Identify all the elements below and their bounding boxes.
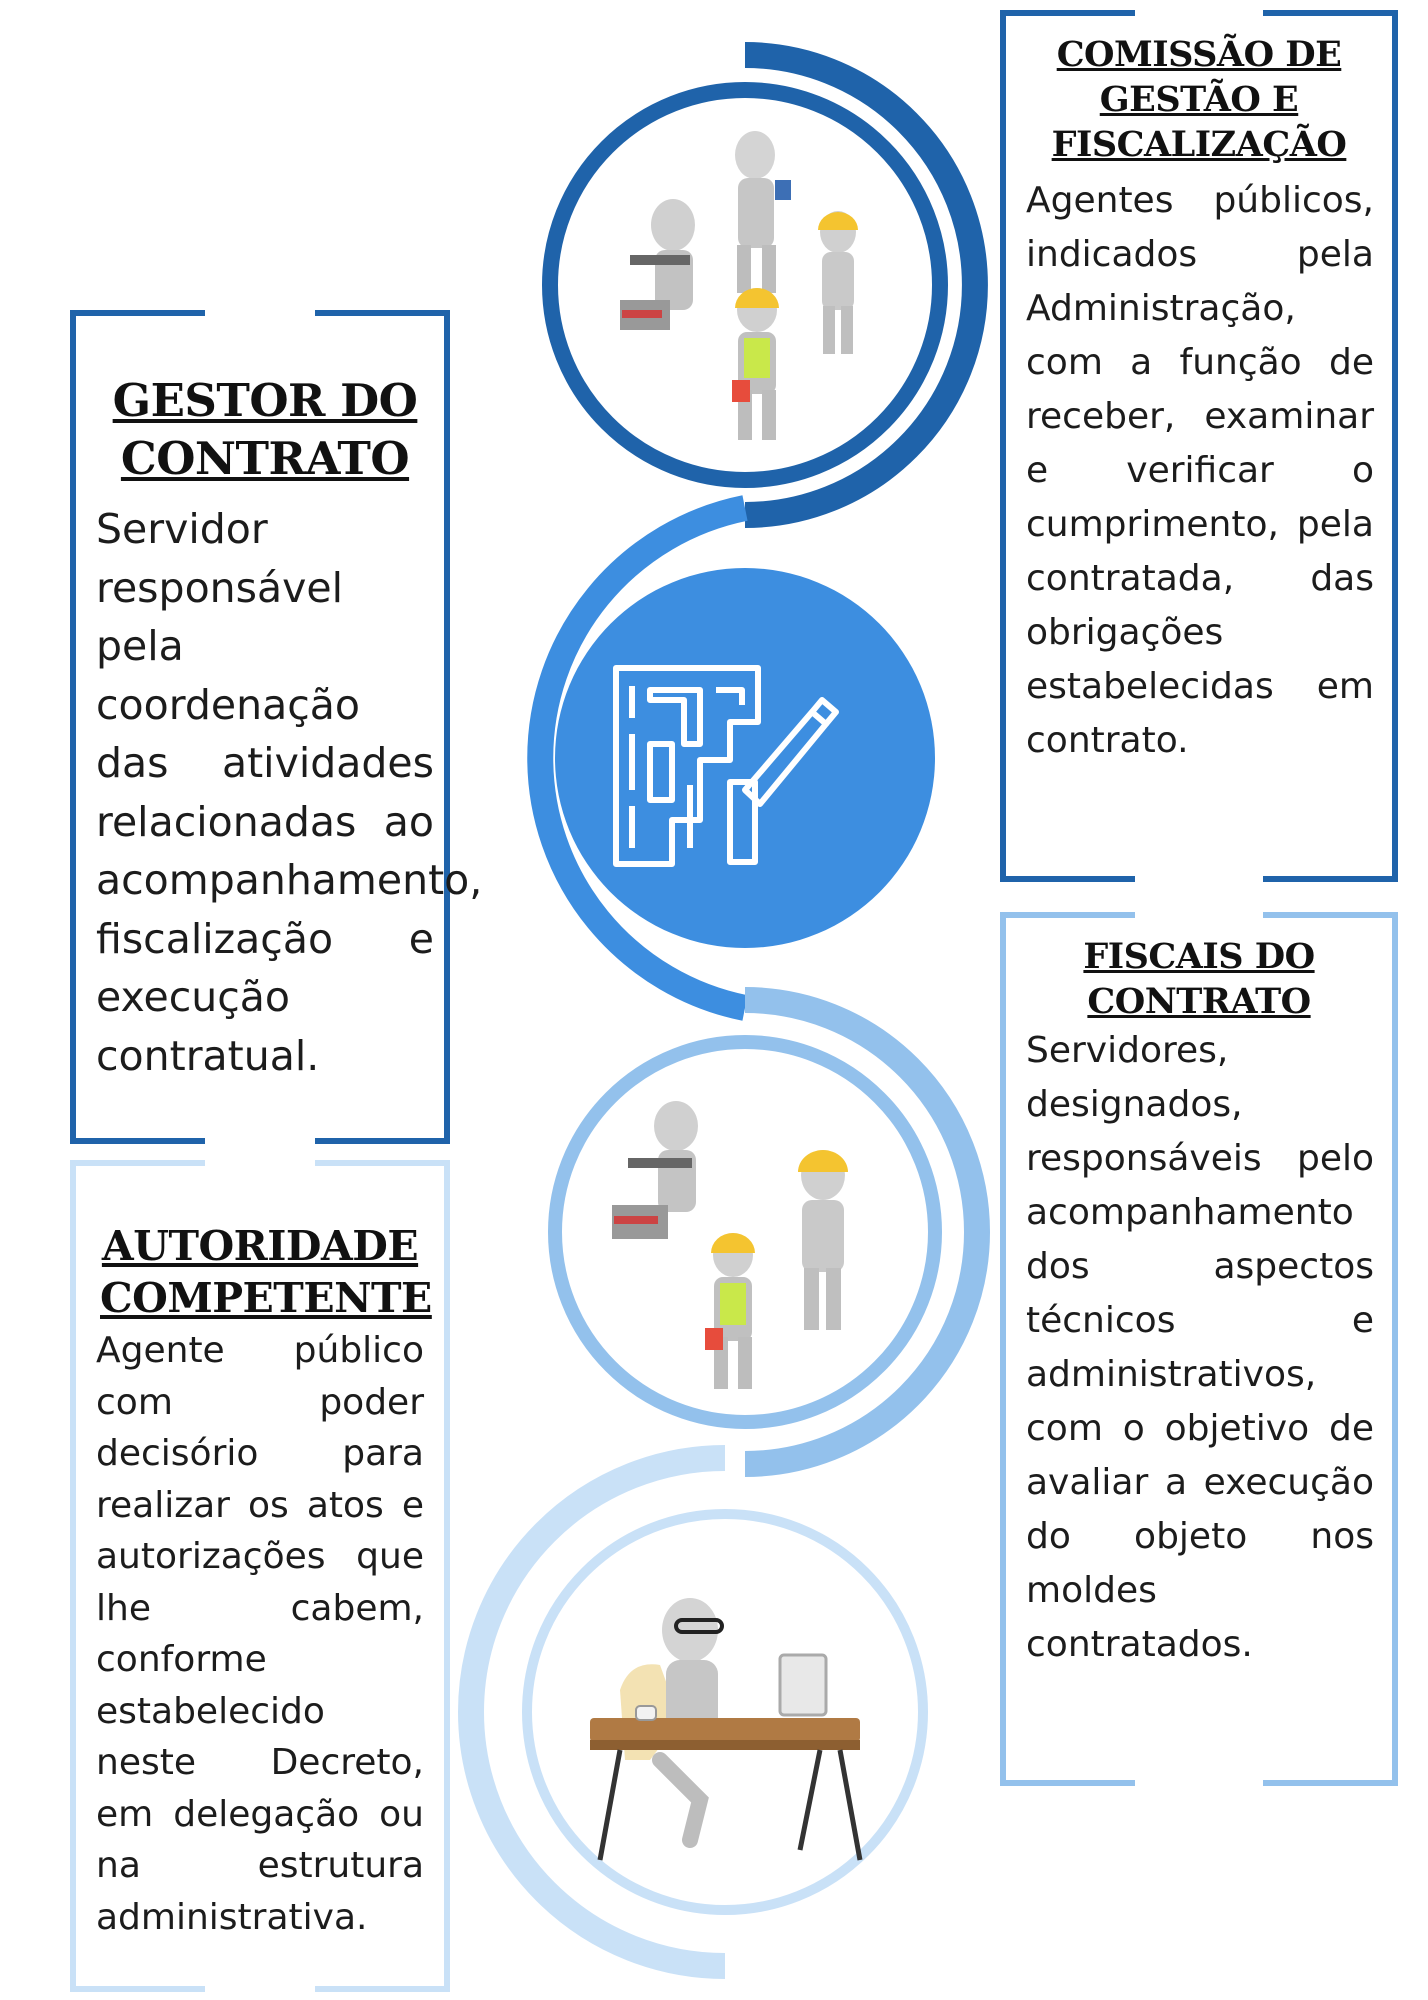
fiscais-description: Servidores, designados, responsáveis pelo acompanhamento dos aspectos técnicos e administrativos, com o objetivo de avaliar a execução do objeto nos moldes contratados. [1026,1030,1374,1665]
gestor-title: GESTOR DO CONTRATO [112,374,418,485]
circle-2-center [540,508,935,1008]
gestor-description: Servidor responsável pela coordenação das atividades relacionadas ao acompanhamento, fiscalização e execução contratual. [96,505,483,1080]
autoridade-card [70,1160,450,1992]
comissao-card [1000,10,1398,882]
autoridade-title: AUTORIDADE COMPETENTE [100,1222,432,1322]
fiscais-title: FISCAIS DO CONTRATO [1083,936,1315,1022]
fiscais-card [1000,912,1398,1786]
autoridade-description: Agente público com poder decisório para realizar os atos e autorizações que lhe cabem, conforme estabelecido neste Decreto, em delegação ou na estrutura administrativa. [96,1330,424,1938]
gestor-card [70,310,483,1144]
comissao-title: COMISSÃO DE GESTÃO E FISCALIZAÇÃO [1051,34,1347,165]
comissao-description: Agentes públicos, indicados pela Administração, com a função de receber, examinar e verificar o cumprimento, pela contratada, das obrigações estabelecidas em contrato. [1026,180,1374,761]
